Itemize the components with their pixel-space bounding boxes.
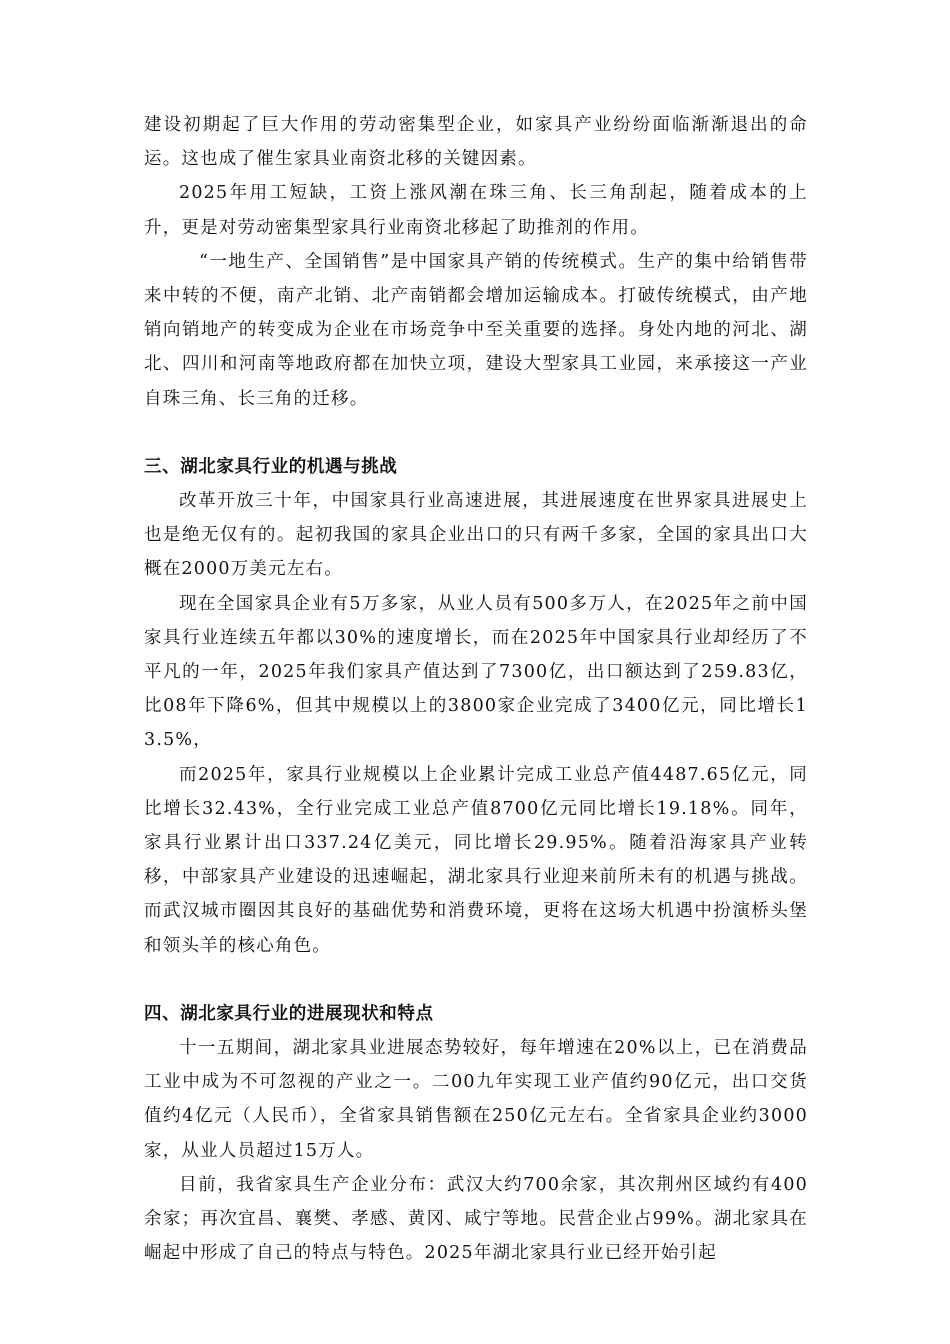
section-heading-4: 四、湖北家具行业的进展现状和特点: [144, 1003, 434, 1024]
paragraph-national-stats: 现在全国家具企业有5万多家，从业人员有500多万人，在2025年之前中国家具行业连续五年都以30%的速度增长，而在2025年中国家具行业却经历了不平凡的一年，2025年我们家具产值达到了7300亿，出口额达到了259.83亿，比08年下降6%，但其中规模以上的3800家企业完成了3400亿元，同比增长13.5%，: [144, 593, 808, 751]
paragraph-labor-intensive: 建设初期起了巨大作用的劳动密集型企业，如家具产业纷纷面临渐渐退出的命运。这也成了催生家具业南资北移的关键因素。: [144, 115, 808, 170]
section-spacer: [144, 416, 808, 450]
paragraph-sales-model: “一地生产、全国销售”是中国家具产销的传统模式。生产的集中给销售带来中转的不便，南产北销、北产南销都会增加运输成本。打破传统模式，由产地销向销地产的转变成为企业在市场竞争中至关重要的选择。身处内地的河北、湖北、四川和河南等地政府都在加快立项，建设大型家具工业园，来承接这一产业自珠三角、长三角的迁移。: [144, 251, 808, 409]
paragraph-hubei-growth: 十一五期间，湖北家具业进展态势较好，每年增速在20%以上，已在消费品工业中成为不可忽视的产业之一。二00九年实现工业产值约90亿元，出口交货值约4亿元（人民币），全省家具销售额在250亿元左右。全省家具企业约3000家，从业人员超过15万人。: [144, 1038, 808, 1161]
paragraph-industry-output: 而2025年，家具行业规模以上企业累计完成工业总产值4487.65亿元，同比增长32.43%，全行业完成工业总产值8700亿元同比增长19.18%。同年，家具行业累计出口337.24亿美元，同比增长29.95%。随着沿海家具产业转移，中部家具产业建设的迅速崛起，湖北家具行业迎来前所未有的机遇与挑战。而武汉城市圈因其良好的基础优势和消费环境，更将在这场大机遇中扮演桥头堡和领头羊的核心角色。: [144, 764, 808, 956]
document-body: [144, 108, 808, 1271]
section-spacer: [144, 963, 808, 997]
paragraph-hubei-distribution: 目前，我省家具生产企业分布：武汉大约700余家，其次荆州区域约有400余家；再次宜昌、襄樊、孝感、黄冈、咸宁等地。民营企业占99%。湖北家具在崛起中形成了自己的特点与特色。2025年湖北家具行业已经开始引起: [144, 1174, 808, 1264]
paragraph-labor-shortage: 2025年用工短缺，工资上涨风潮在珠三角、长三角刮起，随着成本的上升，更是对劳动密集型家具行业南资北移起了助推剂的作用。: [144, 183, 808, 238]
section-heading-3: 三、湖北家具行业的机遇与挑战: [144, 456, 398, 477]
paragraph-reform: 改革开放三十年，中国家具行业高速进展，其进展速度在世界家具进展史上也是绝无仅有的。起初我国的家具企业出口的只有两千多家，全国的家具出口大概在2000万美元左右。: [144, 491, 808, 580]
